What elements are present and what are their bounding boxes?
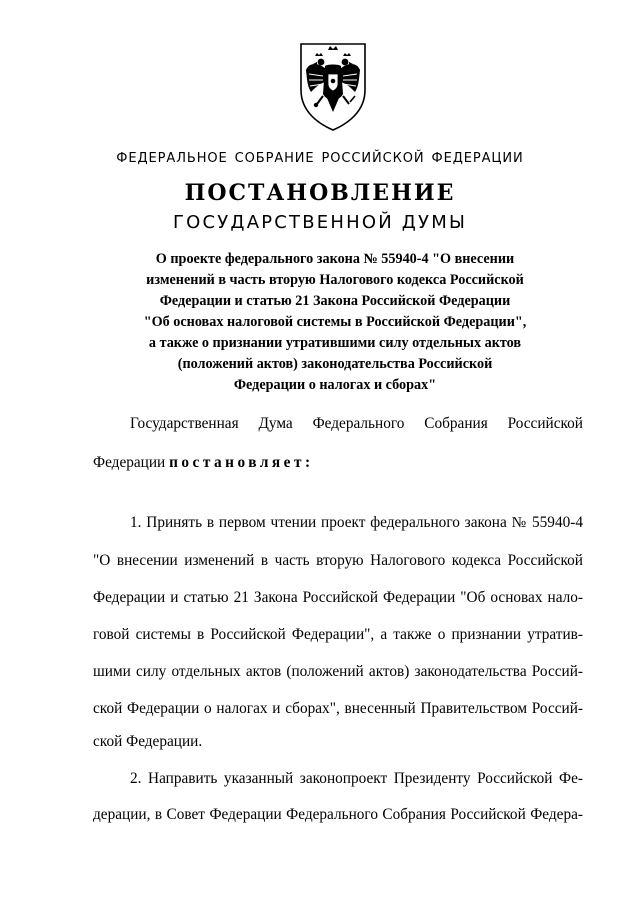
subject-line: Федерации о налогах и сборах" <box>233 377 437 393</box>
item-line: ской Федерации о налогах и сборах", внесенный Правительством Россий- <box>93 700 583 717</box>
item-line: 1. Принять в первом чтении проект федерального закона № 55940-4 <box>130 514 583 531</box>
item-line: 2. Направить указанный законопроект Президенту Российской Фе- <box>130 770 583 787</box>
coat-of-arms-icon <box>297 40 369 132</box>
item-line: ской Федерации. <box>93 733 203 750</box>
subject-line: О проекте федерального закона № 55940-4 "О внесении <box>155 251 515 267</box>
assembly-title: ФЕДЕРАЛЬНОЕ СОБРАНИЕ РОССИЙСКОЙ ФЕДЕРАЦИИ <box>116 151 524 166</box>
issuer-heading: ГОСУДАРСТВЕННОЙ ДУМЫ <box>172 212 468 233</box>
item-line: говой системы в Российской Федерации", а также о признании утратив- <box>93 626 583 643</box>
subject-line: (положений актов) законодательства Российской <box>177 356 493 372</box>
document-type-heading: ПОСТАНОВЛЕНИЕ <box>184 180 456 206</box>
decree-keyword: постановляет: <box>169 454 314 471</box>
subject-line: "Об основах налоговой системы в Российской Федерации", <box>143 314 527 330</box>
item-line: Федерации и статью 21 Закона Российской Федерации "Об основах нало- <box>93 589 583 606</box>
item-line: "О внесении изменений в часть вторую Налогового кодекса Российской <box>93 552 583 569</box>
resolution-subject <box>120 249 550 396</box>
preamble-line <box>93 453 583 473</box>
subject-line: изменений в часть вторую Налогового кодекса Российской <box>146 272 524 288</box>
preamble-text: Федерации <box>93 454 170 471</box>
subject-line: а также о признании утратившими силу отдельных актов <box>148 335 522 351</box>
subject-line: Федерации и статью 21 Закона Российской Федерации <box>159 293 511 309</box>
item-line: шими силу отдельных актов (положений актов) законодательства Россий- <box>93 663 583 680</box>
preamble-line: Государственная Дума Федерального Собрания Российской <box>130 415 583 432</box>
item-line: дерации, в Совет Федерации Федерального Собрания Российской Федера- <box>93 806 583 823</box>
